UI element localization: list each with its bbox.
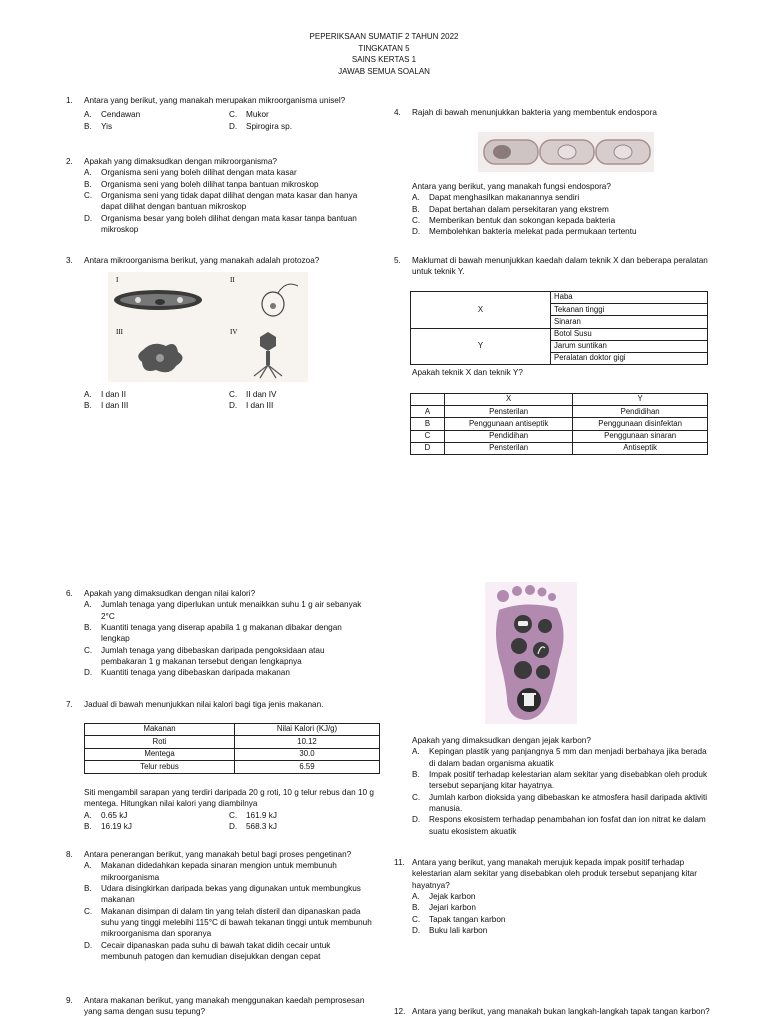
table-row[interactable]: C Pendidihan Penggunaan sinaran [411, 430, 708, 442]
option[interactable]: D. I dan III [229, 401, 274, 411]
question-text: Antara yang berikut, yang manakah merujuk kepada impak positif terhadap kelestarian alam sekitar yang disebabkan oleh produk tersebut sepanjang kitar hayatnya? [412, 858, 697, 890]
endospore-figure [478, 132, 654, 172]
question-number: 6. [66, 589, 73, 598]
option[interactable]: B. Jejari karbon [412, 903, 476, 913]
option[interactable]: A. Jejak karbon [412, 891, 476, 901]
question-9 [66, 995, 372, 1018]
label-i: I [116, 276, 119, 284]
option[interactable]: C. Organisma seni yang tidak dapat dilihat dengan mata kasar dan hanya dapat dilihat dengan bantuan mikroskop [84, 190, 358, 212]
option[interactable]: D. Respons ekosistem terhadap penambahan ion fosfat dan ion nitrat ke dalam suatu ekosistem akuatik [412, 815, 706, 836]
option[interactable]: A. Organisma seni yang boleh dilihat dengan mata kasar [84, 168, 297, 178]
option[interactable]: C. Tapak tangan karbon [412, 914, 506, 924]
table-row: Roti 10.12 [85, 736, 380, 748]
table-row[interactable]: A Pensterilan Pendidihan [411, 406, 708, 418]
option[interactable]: C. Jumlah tenaga yang dibebaskan daripada pengoksidaan atau pembakaran 1 g makanan tersebut dengan lengkapnya [84, 645, 325, 666]
exam-instruction: JAWAB SEMUA SOALAN [338, 66, 430, 76]
question-2 [66, 156, 366, 235]
technique-y: Y [411, 328, 551, 365]
question-number: 12. [394, 1007, 406, 1016]
question-text: Maklumat di bawah menunjukkan kaedah dalam teknik X dan beberapa peralatan untuk teknik Y. [412, 256, 708, 277]
question-text: Siti mengambil sarapan yang terdiri daripada 20 g roti, 10 g telur rebus dan 10 g mentega. Hitungkan nilai kalori yang diambilnya [84, 788, 374, 809]
technique-table: X Haba Tekanan tinggi Sinaran Y Botol Susu Jarum suntikan Peralatan doktor gigi [410, 291, 708, 365]
question-text: Antara makanan berikut, yang manakah menggunakan kaedah pemprosesan yang sama dengan susu tepung? [84, 996, 365, 1017]
question-text: Rajah di bawah menunjukkan bakteria yang membentuk endospora [412, 108, 657, 117]
question-1 [66, 95, 366, 132]
question-number: 5. [394, 256, 401, 265]
question-number: 4. [394, 108, 401, 117]
option[interactable]: A. Makanan didedahkan kepada sinaran mengion untuk membunuh mikroorganisma [84, 861, 337, 882]
calorie-table: Makanan Nilai Kalori (KJ/g) Roti 10.12 Mentega 30.0 Telur rebus 6.59 [84, 723, 380, 774]
exam-title: PEPERIKSAAN SUMATIF 2 TAHUN 2022 [309, 32, 459, 41]
question-text: Jadual di bawah menunjukkan nilai kalori bagi tiga jenis makanan. [84, 700, 324, 709]
option[interactable]: B. Organisma seni yang boleh dilihat tanpa bantuan mikroskop [84, 179, 319, 189]
option[interactable]: B. Impak positif terhadap kelestarian alam sekitar yang disebabkan oleh produk tersebut sepanjang kitar hayatnya. [412, 769, 708, 791]
option[interactable]: D. Organisma besar yang boleh dilihat dengan mata kasar tanpa bantuan mikroskop [84, 213, 357, 234]
exam-header [0, 31, 768, 77]
question-text: Antara mikroorganisma berikut, yang manakah adalah protozoa? [84, 256, 320, 265]
exam-form: TINGKATAN 5 [358, 43, 410, 53]
question-10 [412, 735, 712, 837]
question-number: 3. [66, 256, 73, 265]
option[interactable]: B. Yis [84, 121, 113, 131]
question-7 [66, 699, 372, 710]
option[interactable]: C. Makanan disimpan di dalam tin yang telah disteril dan dipanaskan pada suhu yang tinggi melebihi 115°C di bawah tekanan tinggi untuk membunuh mikroorganisma dan sporanya [84, 906, 372, 939]
microorganism-figure [108, 272, 308, 382]
label-iv: IV [230, 328, 238, 336]
question-number: 8. [66, 850, 73, 859]
question-text: Antara penerangan berikut, yang manakah betul bagi proses pengetinan? [84, 850, 352, 859]
table-row: Telur rebus 6.59 [85, 761, 380, 773]
option[interactable]: C. Jumlah karbon dioksida yang dibebaskan ke atmosfera hasil daripada aktiviti manusia. [412, 792, 708, 813]
option[interactable]: B. I dan III [84, 401, 129, 411]
table-row[interactable]: D Pensterilan Antiseptik [411, 442, 708, 454]
question-text: Antara yang berikut, yang manakah merupakan mikroorganisma unisel? [84, 96, 346, 105]
question-11 [394, 857, 710, 936]
technique-x: X [411, 292, 551, 329]
option[interactable]: B. 16.19 kJ [84, 821, 132, 831]
question-text: Apakah yang dimaksudkan dengan jejak karbon? [412, 736, 591, 745]
answer-table: X Y A Pensterilan Pendidihan B Penggunaan antiseptik Penggunaan disinfektan C Pendidihan Penggunaan sinaran D Pensterilan Antiseptik [410, 393, 708, 455]
question-5 [394, 255, 714, 278]
label-ii: II [230, 276, 235, 284]
option[interactable]: A. Jumlah tenaga yang diperlukan untuk menaikkan suhu 1 g air sebanyak 2°C [84, 600, 362, 621]
question-12 [394, 1006, 710, 1017]
question-4-body [412, 181, 722, 238]
option[interactable]: D. Kuantiti tenaga yang dibebaskan daripada makanan [84, 668, 290, 678]
option[interactable]: D. 568.3 kJ [229, 821, 277, 831]
carbon-footprint-figure [485, 582, 577, 724]
question-3 [66, 255, 366, 266]
question-number: 1. [66, 96, 73, 105]
option[interactable]: D. Membolehkan bakteria melekat pada permukaan tertentu [412, 227, 637, 237]
question-text: Antara yang berikut, yang manakah bukan langkah-langkah tapak tangan karbon? [412, 1007, 710, 1016]
option[interactable]: D. Cecair dipanaskan pada suhu di bawah takat didih cecair untuk membunuh patogen dan kemudian disejukkan dengan cepat [84, 940, 331, 961]
question-7-body [84, 787, 374, 832]
label-iii: III [116, 328, 123, 336]
question-number: 11. [394, 858, 405, 867]
question-3-options [84, 389, 364, 412]
option[interactable]: C. II dan IV [229, 390, 277, 399]
question-text: Apakah yang dimaksudkan dengan nilai kalori? [84, 589, 256, 598]
option[interactable]: A. Dapat menghasilkan makanannya sendiri [412, 193, 580, 203]
question-5-prompt: Apakah teknik X dan teknik Y? [412, 368, 523, 377]
option[interactable]: A. 0.65 kJ [84, 810, 128, 820]
option[interactable]: D. Spirogira sp. [229, 121, 292, 131]
option[interactable]: D. Buku lali karbon [412, 925, 488, 935]
question-4 [394, 107, 714, 118]
option[interactable]: A. Kepingan plastik yang panjangnya 5 mm dan menjadi berbahaya jika berada di dalam badan organisma akuatik [412, 747, 707, 768]
question-text: Antara yang berikut, yang manakah fungsi endospora? [412, 182, 611, 191]
option[interactable]: B. Kuantiti tenaga yang diserap apabila 1 g makanan dibakar dengan lengkap [84, 622, 342, 644]
option[interactable]: A. I dan II [84, 390, 127, 399]
table-row: Mentega 30.0 [85, 748, 380, 760]
option[interactable]: A. Cendawan [84, 110, 141, 120]
question-text: Apakah yang dimaksudkan dengan mikroorganisma? [84, 157, 277, 166]
option[interactable]: C. Memberikan bentuk dan sokongan kepada bakteria [412, 215, 616, 225]
option[interactable]: C. Mukor [229, 110, 269, 120]
question-8 [66, 849, 372, 962]
option[interactable]: C. 161.9 kJ [229, 810, 277, 820]
question-number: 2. [66, 157, 73, 166]
question-6 [66, 588, 372, 679]
question-number: 7. [66, 700, 73, 709]
question-number: 9. [66, 996, 73, 1005]
exam-paper: SAINS KERTAS 1 [351, 55, 417, 65]
option[interactable]: B. Dapat bertahan dalam persekitaran yang ekstrem [412, 204, 609, 214]
option[interactable]: B. Udara disingkirkan daripada bekas yang digunakan untuk membungkus makanan [84, 883, 361, 905]
table-row[interactable]: B Penggunaan antiseptik Penggunaan disinfektan [411, 418, 708, 430]
